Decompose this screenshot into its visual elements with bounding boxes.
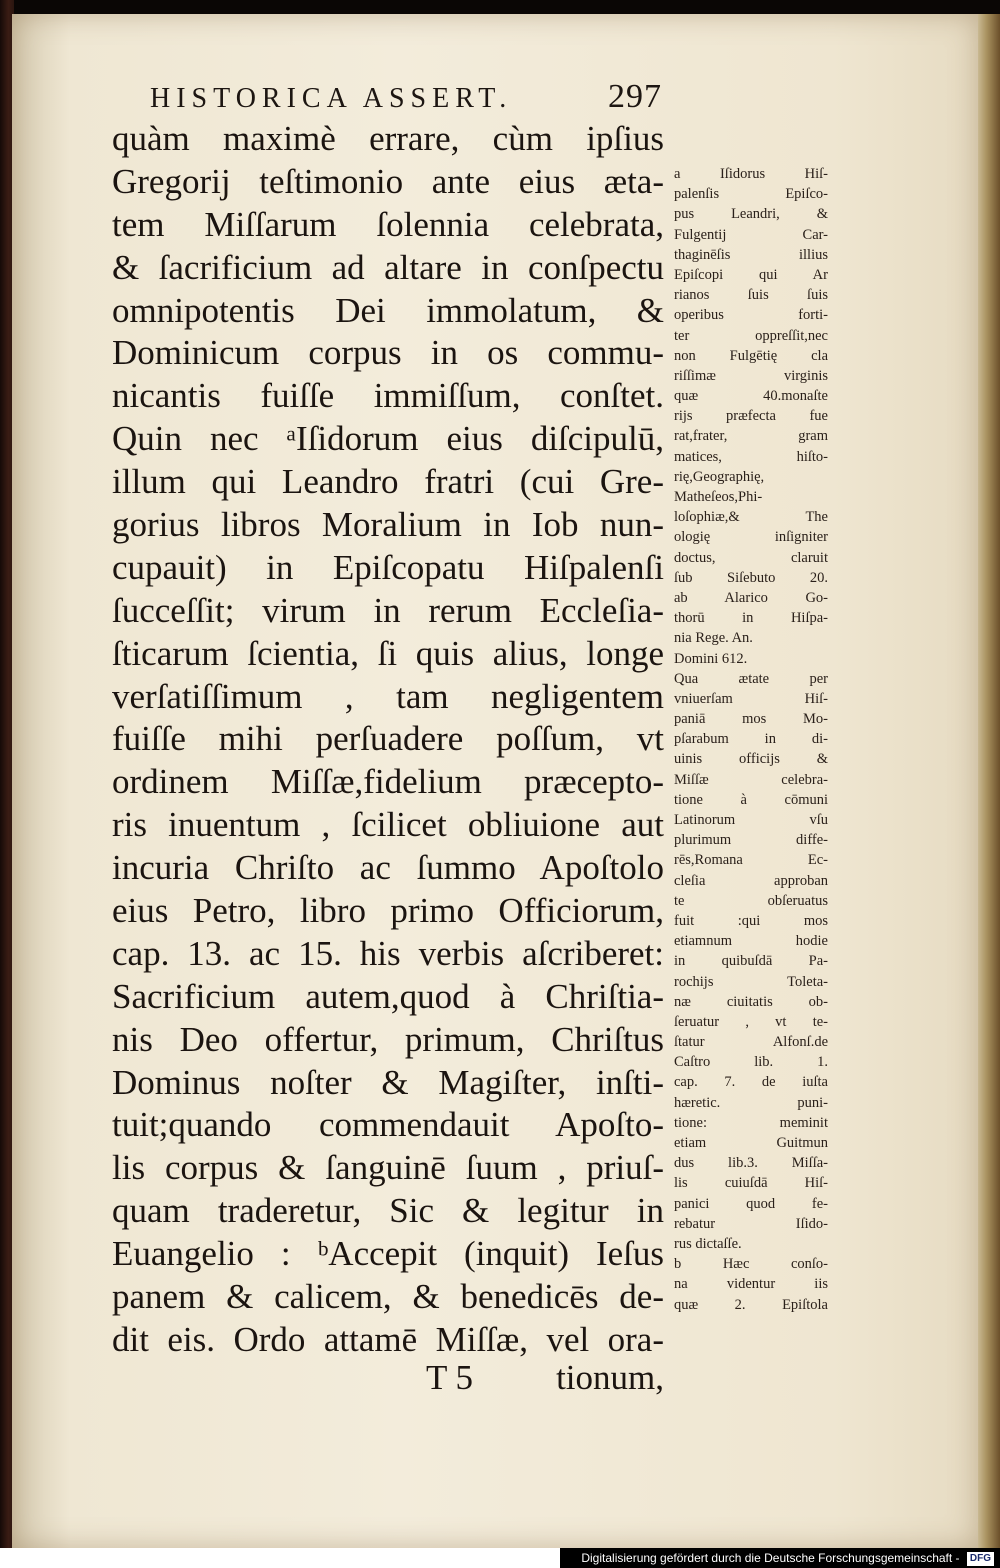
marginal-note-line: nia Rege. An. xyxy=(674,630,753,647)
page-edge xyxy=(978,14,1000,1548)
catchword-line xyxy=(112,1358,664,1404)
text-line: illum qui Leandro fratri (cui Gre- xyxy=(112,462,664,502)
marginal-notes xyxy=(674,164,828,1315)
marginal-note-line: Qua ætate per xyxy=(674,670,828,687)
marginal-note-line: ab Alarico Go- xyxy=(674,589,828,606)
text-line: dit eis. Ordo attamē Miſſæ, vel ora- xyxy=(112,1319,664,1359)
marginal-note-line: in quibuſdā Pa- xyxy=(674,953,828,970)
marginal-note-line: Epiſcopi qui Ar xyxy=(674,266,828,283)
text-line: tuit;quando commendauit Apoſto- xyxy=(112,1105,664,1145)
marginal-note-line: rię,Geographię, xyxy=(674,468,765,485)
marginal-note-line: Matheſeos,Phi- xyxy=(674,489,763,505)
marginal-note-line: plurimum diffe- xyxy=(674,832,828,849)
marginal-note-line: rebatur Iſido- xyxy=(674,1215,828,1232)
text-line: Euangelio : ᵇAccepit (inquit) Ieſus xyxy=(112,1234,664,1274)
marginal-note-line: Miſſæ celebra- xyxy=(674,771,828,788)
marginal-note-line: rat,frater, gram xyxy=(674,428,828,445)
marginal-note-line: tione à cōmuni xyxy=(674,791,828,808)
text-line: ris inuentum , ſcilicet obliuione aut xyxy=(112,805,664,845)
text-line: Dominus noſter & Magiſter, inſti- xyxy=(112,1062,664,1102)
text-line: panem & calicem, & benedicēs de- xyxy=(112,1277,664,1317)
text-line: ordinem Miſſæ,fidelium præcepto- xyxy=(112,762,664,802)
page-number: 297 xyxy=(608,78,662,115)
marginal-note-line: rus dictaſſe. xyxy=(674,1235,742,1252)
marginal-note-line: uinis officijs & xyxy=(674,751,828,768)
marginal-note-line: te obſeruatus xyxy=(674,892,828,909)
text-line: ſucceſſit; virum in rerum Eccleſia- xyxy=(112,590,664,630)
text-line: Sacrificium autem,quod à Chriſtia- xyxy=(112,976,664,1016)
text-line: ſticarum ſcientia, ſi quis alius, longe xyxy=(112,633,664,673)
marginal-note-line: riſſimæ virginis xyxy=(674,367,828,384)
marginal-note-line: ter oppreſſit,nec xyxy=(674,327,828,344)
marginal-note-line: Latinorum vſu xyxy=(674,812,828,828)
marginal-note-line: non Fulgētię cla xyxy=(674,347,828,364)
marginal-note-line: ologię inſigniter xyxy=(674,529,828,546)
marginal-note-line: rijs præfecta fue xyxy=(674,408,828,425)
catchword: tionum, xyxy=(556,1358,664,1397)
marginal-note-line: thorū in Hiſpa- xyxy=(674,610,828,627)
marginal-note-line: operibus forti- xyxy=(674,307,828,324)
marginal-note-line: tione: meminit xyxy=(674,1114,828,1131)
main-text-column xyxy=(112,118,664,1362)
text-line: Dominicum corpus in os commu- xyxy=(112,333,664,373)
marginal-note-line: dus lib.3. Miſſa- xyxy=(674,1155,828,1172)
text-line: Quin nec ᵃIſidorum eius diſcipulū, xyxy=(112,419,664,459)
text-line: quàm maximè errare, cùm ipſius xyxy=(112,119,664,158)
marginal-note-line: næ ciuitatis ob- xyxy=(674,993,828,1010)
text-line: omnipotentis Dei immolatum, & xyxy=(112,290,664,330)
marginal-note-line: Domini 612. xyxy=(674,650,748,667)
marginal-note-line: loſophiæ,& The xyxy=(674,509,828,526)
marginal-note-line: panici quod fe- xyxy=(674,1195,828,1212)
text-line: Gregorij teſtimonio ante eius æta- xyxy=(112,161,664,201)
marginal-note-line: pus Leandri, & xyxy=(674,206,828,223)
marginal-note-line: a Iſidorus Hiſ- xyxy=(674,166,828,182)
marginal-note-line: rianos ſuis ſuis xyxy=(674,287,828,304)
signature-mark: T 5 xyxy=(426,1358,473,1397)
text-line: lis corpus & ſanguinē ſuum , priuſ- xyxy=(112,1148,664,1188)
digitization-footer xyxy=(560,1548,1000,1568)
text-line: fuiſſe mihi perſuadere poſſum, vt xyxy=(112,719,664,759)
marginal-note-line: quæ 2. Epiſtola xyxy=(674,1296,828,1313)
marginal-note-line: cleſia approban xyxy=(674,872,828,889)
text-line: incuria Chriſto ac ſummo Apoſtolo xyxy=(112,848,664,888)
marginal-note-line: Caſtro lib. 1. xyxy=(674,1054,828,1071)
running-head xyxy=(150,78,662,122)
marginal-note-line: quæ 40.monaſte xyxy=(674,388,828,405)
marginal-note-line: b Hæc conſo- xyxy=(674,1256,828,1273)
text-line: gorius libros Moralium in Iob nun- xyxy=(112,505,664,545)
running-head-title: HISTORICA ASSERT. xyxy=(150,83,513,114)
text-line: cupauit) in Epiſcopatu Hiſpalenſi xyxy=(112,547,664,587)
marginal-note-line: lis cuiuſdā Hiſ- xyxy=(674,1175,828,1192)
text-line: verſatiſſimum , tam negligentem xyxy=(112,676,664,716)
marginal-note-line: ſtatur Alfonſ.de xyxy=(674,1034,828,1051)
marginal-note-line: rochijs Toleta- xyxy=(674,973,828,990)
marginal-note-line: ſeruatur , vt te- xyxy=(674,1013,828,1030)
footer-blank xyxy=(0,1548,560,1568)
text-line: nicantis fuiſſe immiſſum, conſtet. xyxy=(112,376,664,416)
marginal-note-line: fuit :qui mos xyxy=(674,912,828,929)
marginal-note-line: etiam Guitmun xyxy=(674,1135,828,1151)
marginal-note-line: etiamnum hodie xyxy=(674,933,828,950)
marginal-note-line: matices, hiſto- xyxy=(674,448,828,465)
marginal-note-line: hæretic. puni- xyxy=(674,1094,828,1111)
marginal-note-line: cap. 7. de iuſta xyxy=(674,1074,828,1091)
dfg-logo: DFG xyxy=(967,1552,994,1566)
marginal-note-line: doctus, claruit xyxy=(674,549,828,566)
text-line: tem Miſſarum ſolennia celebrata, xyxy=(112,204,664,244)
text-line: eius Petro, libro primo Officiorum, xyxy=(112,891,664,931)
marginal-note-line: rēs,Romana Ec- xyxy=(674,852,828,869)
marginal-note-line: paniā mos Mo- xyxy=(674,711,828,728)
marginal-note-line: palenſis Epiſco- xyxy=(674,186,828,203)
marginal-note-line: ſub Siſebuto 20. xyxy=(674,569,828,586)
text-line: & ſacrificium ad altare in conſpectu xyxy=(112,247,664,287)
marginal-note-line: Fulgentij Car- xyxy=(674,226,828,243)
marginal-note-line: vniuerſam Hiſ- xyxy=(674,690,828,707)
text-line: quam traderetur, Sic & legitur in xyxy=(112,1191,664,1231)
text-line: cap. 13. ac 15. his verbis aſcriberet: xyxy=(112,933,664,973)
footer-text: Digitalisierung gefördert durch die Deutsche Forschungsgemeinschaft - xyxy=(581,1551,960,1565)
marginal-note-line: thaginēſis illius xyxy=(674,246,828,263)
marginal-note-line: pſarabum in di- xyxy=(674,731,828,748)
text-line: nis Deo offertur, primum, Chriſtus xyxy=(112,1019,664,1059)
marginal-note-line: na videntur iis xyxy=(674,1276,828,1293)
